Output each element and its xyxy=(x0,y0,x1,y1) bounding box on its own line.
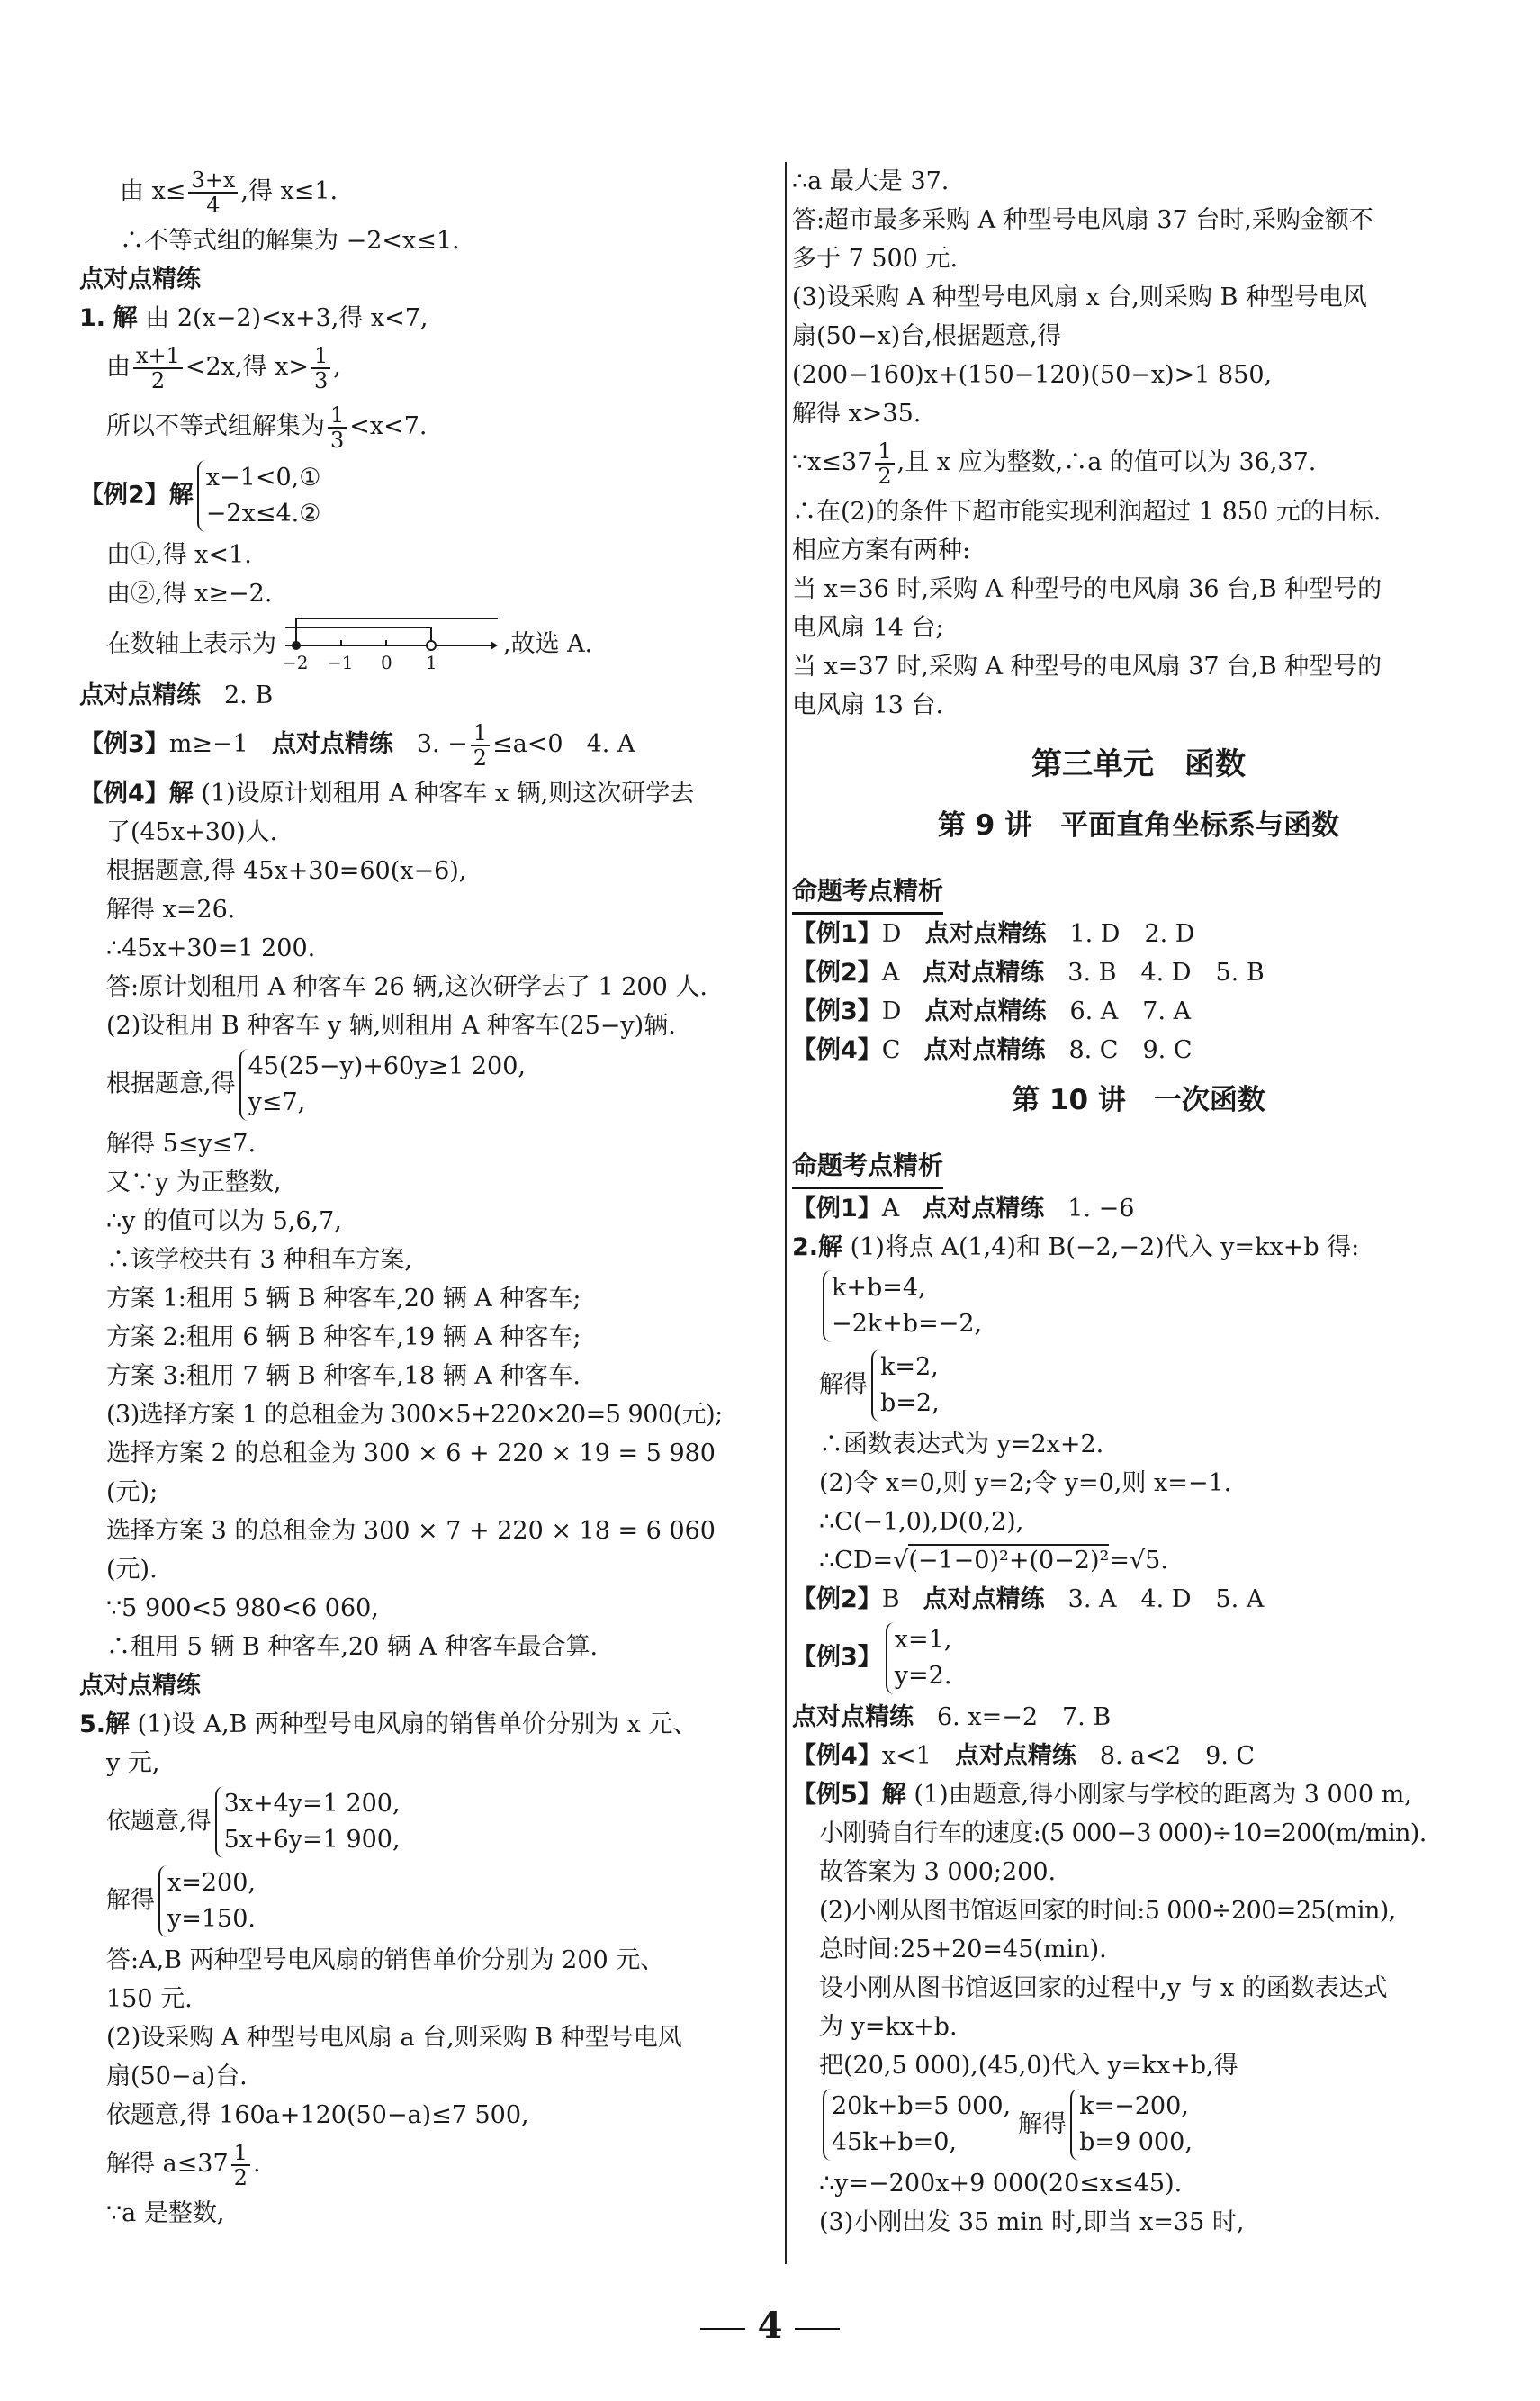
text-line: (元). xyxy=(106,1556,158,1584)
axis-tick-label: 0 xyxy=(381,651,392,673)
text-line: (200−160)x+(150−120)(50−x)>1 850, xyxy=(792,361,1273,389)
fraction: $\frac{x+1}{2}$ xyxy=(133,344,183,393)
text-line: ∴该学校共有 3 种租车方案, xyxy=(106,1246,412,1274)
text-line: 扇(50−x)台,根据题意,得 xyxy=(792,322,1062,350)
text-line: 依题意,得 160a+120(50−a)≤7 500, xyxy=(106,2101,529,2129)
text-line: 5.解 (1)设 A,B 两种型号电风扇的销售单价分别为 x 元、 xyxy=(79,1710,698,1738)
equation-system: k+b=4, −2k+b=−2, xyxy=(823,1270,982,1342)
fraction: $\frac{3+x}{4}$ xyxy=(188,168,238,217)
text-line: 150 元. xyxy=(106,1985,193,2013)
section-heading: 命题考点精析 xyxy=(792,1133,1485,1189)
text-line: 由 $\frac{x+1}{2}$ <2x,得 x> $\frac{1}{3}$ , xyxy=(106,342,341,393)
answer-row: 【例2】A 点对点精练 3. B 4. D 5. B xyxy=(792,959,1265,987)
text-line: 解得 a≤37 $\frac{1}{2}$ . xyxy=(106,2139,261,2190)
axis-tick-label: −2 xyxy=(282,651,309,673)
lecture-title: 第 10 讲 一次函数 xyxy=(1012,1084,1265,1116)
text-line: y 元, xyxy=(106,1749,160,1777)
text-line: ∴a 最大是 37. xyxy=(792,167,950,195)
text-line: 扇(50−a)台. xyxy=(106,2063,248,2090)
equation-system: x=1, y=2. xyxy=(886,1622,952,1694)
text-line: 【例4】解 (1)设原计划租用 A 种客车 x 辆,则这次研学去 xyxy=(79,780,695,808)
text-line: 了(45x+30)人. xyxy=(106,818,278,846)
equation-system: 3x+4y=1 200, 5x+6y=1 900, xyxy=(215,1786,401,1858)
text-line: 方案 2:租用 6 辆 B 种客车,19 辆 A 种客车; xyxy=(106,1323,581,1351)
chapter-title: 第三单元 函数 xyxy=(1031,746,1246,782)
text-line: ∴在(2)的条件下超市能实现利润超过 1 850 元的目标. xyxy=(792,498,1382,526)
text-line: (2)设采购 A 种型号电风扇 a 台,则采购 B 种型号电风 xyxy=(106,2024,682,2052)
section-heading: 点对点精练 xyxy=(79,1672,201,1700)
text-line: 方案 1:租用 5 辆 B 种客车,20 辆 A 种客车; xyxy=(106,1285,581,1313)
text-line: ∴CD=√(−1−0)²+(0−2)²=√5. xyxy=(792,1541,1485,1580)
equation-system-line: 依题意,得 3x+4y=1 200, 5x+6y=1 900, xyxy=(79,1783,781,1862)
text-line: 根据题意,得 45x+30=60(x−6), xyxy=(106,857,467,885)
text-line: 又∵y 为正整数, xyxy=(106,1169,282,1196)
text-line: 解得 5≤y≤7. xyxy=(106,1130,257,1158)
text-line: ∴函数表达式为 y=2x+2. xyxy=(819,1431,1104,1458)
number-line-diagram xyxy=(282,618,498,672)
text-line: 由①,得 x<1. xyxy=(106,541,252,569)
text-line: 电风扇 13 台. xyxy=(792,691,944,719)
text-line: 所以不等式组解集为 $\frac{1}{3}$ <x<7. xyxy=(106,402,428,453)
equation-system: x=200, y=150. xyxy=(158,1865,256,1937)
text-line: 故答案为 3 000;200. xyxy=(819,1858,1057,1886)
column-divider xyxy=(785,162,787,2264)
equation-system: 20k+b=5 000, 45k+b=0, xyxy=(823,2089,1011,2161)
text-line: 相应方案有两种: xyxy=(792,537,971,564)
text-line: (3)小刚出发 35 min 时,即当 x=35 时, xyxy=(819,2208,1245,2236)
text-line: 在数轴上表示为 −2 −1 0 1 ,故选 A. xyxy=(79,613,781,676)
text-line: ∴租用 5 辆 B 种客车,20 辆 A 种客车最合算. xyxy=(106,1633,599,1661)
equation-system-line: 【例2】解 x−1<0,① −2x≤4.② xyxy=(79,456,781,536)
left-column xyxy=(79,162,781,2233)
text-line: 【例5】解 (1)由题意,得小刚家与学校的距离为 3 000 m, xyxy=(792,1781,1412,1809)
text-line: 【例3】m≥−1 点对点精练 3. − $\frac{1}{2}$ ≤a<0 4. A xyxy=(79,719,635,771)
text-line: (3)设采购 A 种型号电风扇 x 台,则采购 B 种型号电风 xyxy=(792,284,1367,311)
text-line: ∴不等式组的解集为 −2<x≤1. xyxy=(120,227,460,255)
text-line: ∵5 900<5 980<6 060, xyxy=(106,1594,379,1622)
answer-row: 【例3】D 点对点精练 6. A 7. A xyxy=(792,997,1192,1025)
equation-system-line: 根据题意,得 45(25−y)+60y≥1 200, y≤7, xyxy=(79,1045,781,1124)
text-line: 2.解 (1)将点 A(1,4)和 B(−2,−2)代入 y=kx+b 得: xyxy=(792,1233,1360,1261)
text-line: 解得 x>35. xyxy=(792,400,922,428)
text-line: 为 y=kx+b. xyxy=(819,2013,958,2041)
text-line: 小刚骑自行车的速度:(5 000−3 000)÷10=200(m/min). xyxy=(819,1819,1427,1847)
text-line: 选择方案 3 的总租金为 300 × 7 + 220 × 18 = 6 060 xyxy=(106,1517,716,1545)
text-line: 点对点精练 2. B xyxy=(79,681,274,709)
text-line: 当 x=37 时,采购 A 种型号的电风扇 37 台,B 种型号的 xyxy=(792,653,1382,681)
text-line: 当 x=36 时,采购 A 种型号的电风扇 36 台,B 种型号的 xyxy=(792,575,1382,603)
text-line: 把(20,5 000),(45,0)代入 y=kx+b,得 xyxy=(819,2052,1238,2080)
equation-system-line: 20k+b=5 000, 45k+b=0, 解得 k=−200, b=9 000, xyxy=(792,2085,1485,2164)
answer-row: 【例4】C 点对点精练 8. C 9. C xyxy=(792,1036,1193,1064)
text-line: 方案 3:租用 7 辆 B 种客车,18 辆 A 种客车. xyxy=(106,1362,581,1390)
equation-system: k=2, b=2, xyxy=(871,1349,940,1422)
equation-system: 45(25−y)+60y≥1 200, y≤7, xyxy=(239,1049,526,1121)
text-line: 解得 x=26. xyxy=(106,896,236,924)
fraction: $\frac{1}{2}$ xyxy=(471,721,490,770)
text-line: ∴C(−1,0),D(0,2), xyxy=(819,1508,1024,1536)
text-line: 由 x≤ $\frac{3+x}{4}$ ,得 x≤1. xyxy=(120,167,338,218)
text-line: (2)设租用 B 种客车 y 辆,则租用 A 种客车(25−y)辆. xyxy=(106,1012,676,1040)
text-line: 1. 解 由 2(x−2)<x+3,得 x<7, xyxy=(79,304,428,332)
fraction: $\frac{1}{3}$ xyxy=(328,403,347,452)
page-number: 4 xyxy=(0,2305,1540,2347)
text-line: ∴y 的值可以为 5,6,7, xyxy=(106,1207,342,1235)
lecture-title: 第 9 讲 平面直角坐标系与函数 xyxy=(937,809,1340,842)
text-line: ∴45x+30=1 200. xyxy=(106,934,316,962)
text-line: 答:超市最多采购 A 种型号电风扇 37 台时,采购金额不 xyxy=(792,206,1373,234)
section-heading: 点对点精练 xyxy=(79,266,201,293)
section-heading: 命题考点精析 xyxy=(792,858,1485,915)
equation-system-line: 解得 k=2, b=2, xyxy=(792,1346,1485,1425)
text-line: (2)小刚从图书馆返回家的时间:5 000÷200=25(min), xyxy=(819,1897,1396,1925)
text-line: (3)选择方案 1 的总租金为 300×5+220×20=5 900(元); xyxy=(106,1401,723,1429)
equation-system-line: 【例3】 x=1, y=2. xyxy=(792,1619,1485,1698)
equation-system: k=−200, b=9 000, xyxy=(1070,2089,1193,2161)
text-line: 多于 7 500 元. xyxy=(792,245,959,273)
text-line: ∵x≤37 $\frac{1}{2}$ ,且 x 应为整数,∴a 的值可以为 36,37. xyxy=(792,438,1317,489)
fraction: $\frac{1}{2}$ xyxy=(875,439,894,488)
text-line: 答:原计划租用 A 种客车 26 辆,这次研学去了 1 200 人. xyxy=(106,973,707,1001)
answer-row: 【例1】D 点对点精练 1. D 2. D xyxy=(792,920,1195,948)
answer-row: 【例1】A 点对点精练 1. −6 xyxy=(792,1195,1135,1223)
text-line: (2)令 x=0,则 y=2;令 y=0,则 x=−1. xyxy=(819,1469,1232,1497)
text-line: 答:A,B 两种型号电风扇的销售单价分别为 200 元、 xyxy=(106,1946,665,1974)
equation-system-line xyxy=(792,1267,1485,1346)
answer-row: 点对点精练 6. x=−2 7. B xyxy=(792,1703,1112,1731)
text-line: 总时间:25+20=45(min). xyxy=(819,1936,1107,1963)
text-line: 选择方案 2 的总租金为 300 × 6 + 220 × 19 = 5 980 xyxy=(106,1440,716,1467)
text-line: ∴y=−200x+9 000(20≤x≤45). xyxy=(819,2170,1183,2198)
axis-tick-label: 1 xyxy=(426,651,437,673)
axis-tick-label: −1 xyxy=(327,651,354,673)
answer-row: 【例4】x<1 点对点精练 8. a<2 9. C xyxy=(792,1742,1256,1770)
text-line: ∵a 是整数, xyxy=(106,2199,225,2227)
fraction: $\frac{1}{2}$ xyxy=(231,2141,250,2189)
answer-row: 【例2】B 点对点精练 3. A 4. D 5. A xyxy=(792,1585,1265,1613)
equation-system-line: 解得 x=200, y=150. xyxy=(79,1862,781,1941)
right-column xyxy=(792,162,1485,2242)
equation-system: x−1<0,① −2x≤4.② xyxy=(197,460,321,532)
text-line: 由②,得 x≥−2. xyxy=(106,580,273,608)
text-line: (元); xyxy=(106,1478,158,1506)
text-line: 设小刚从图书馆返回家的过程中,y 与 x 的函数表达式 xyxy=(819,1974,1388,2002)
text-line: 电风扇 14 台; xyxy=(792,614,944,642)
fraction: $\frac{1}{3}$ xyxy=(311,344,330,393)
